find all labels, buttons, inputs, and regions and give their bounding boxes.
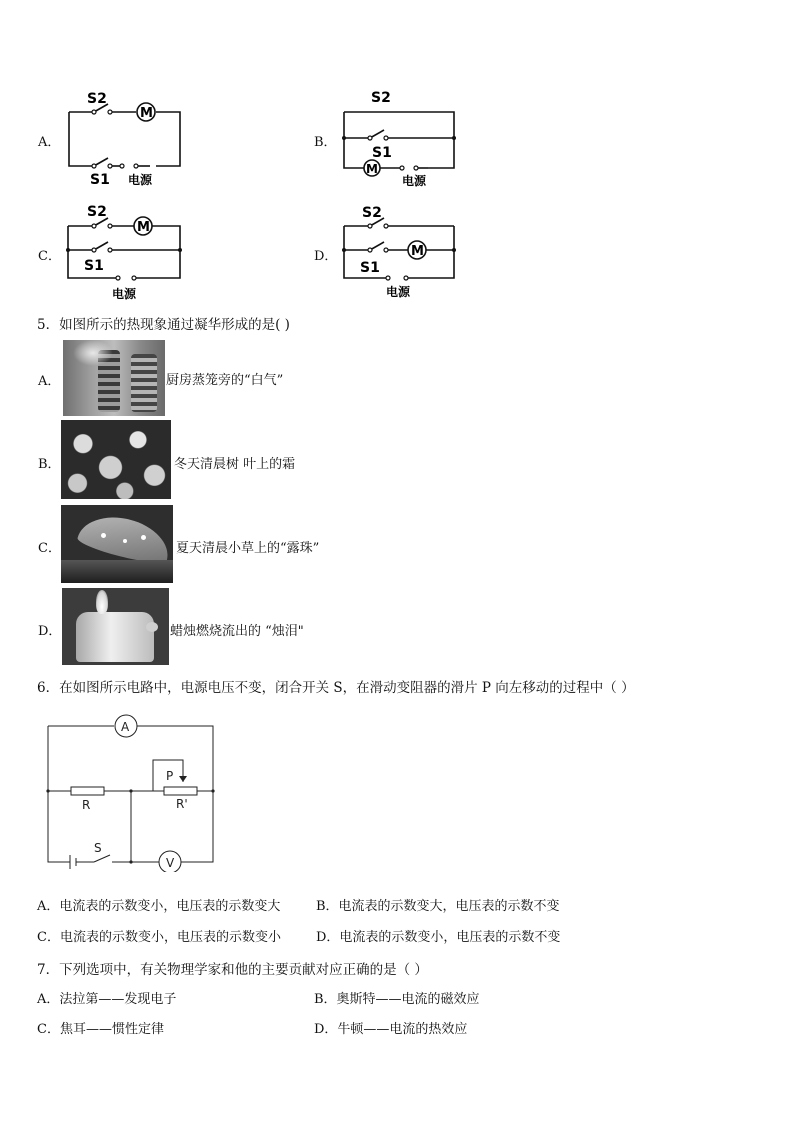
q6-stem: 6．在如图所示电路中，电源电压不变，闭合开关 S，在滑动变阻器的滑片 P 向左移动的过程中（ ） xyxy=(37,680,635,696)
q6-option-c: C．电流表的示数变小，电压表的示数变小 xyxy=(37,930,281,945)
q4-option-c-letter: C． xyxy=(38,249,61,264)
q6-option-b: B．电流表的示数变大，电压表的示数不变 xyxy=(316,899,560,914)
steamer-photo xyxy=(63,340,165,416)
q6-option-a: A．电流表的示数变小，电压表的示数变大 xyxy=(37,899,281,914)
dew-leaf-photo xyxy=(61,505,173,583)
q5-option-a-letter: A． xyxy=(38,374,61,389)
q4-option-d-letter: D． xyxy=(314,249,338,264)
q5-option-c-letter: C． xyxy=(38,541,61,556)
switch-s-label: S xyxy=(94,841,102,855)
switch-s2-label: S2 xyxy=(87,91,107,107)
power-source-label: 电源 xyxy=(128,173,153,187)
q7-option-d: D．牛顿——电流的热效应 xyxy=(314,1022,468,1037)
q5-option-d-caption: 蜡烛燃烧流出的 “烛泪" xyxy=(170,624,304,639)
candle-photo xyxy=(62,588,169,665)
q4-option-a-circuit xyxy=(60,86,200,190)
q5-option-c-caption: 夏天清晨小草上的“露珠” xyxy=(176,541,320,556)
q6-option-d: D．电流表的示数变小，电压表的示数不变 xyxy=(316,930,561,945)
power-source-label: 电源 xyxy=(386,285,411,299)
q4-option-c-circuit xyxy=(60,200,200,304)
q7-option-a: A．法拉第——发现电子 xyxy=(37,992,177,1007)
power-source-label: 电源 xyxy=(112,287,137,301)
q4-option-a-letter: A． xyxy=(38,135,61,150)
q7-stem: 7．下列选项中，有关物理学家和他的主要贡献对应正确的是（ ） xyxy=(37,962,428,978)
rheostat-label: R' xyxy=(176,797,188,811)
motor-label: M xyxy=(137,220,150,235)
q6-circuit-diagram xyxy=(40,712,220,872)
q5-option-b-letter: B． xyxy=(38,457,61,472)
switch-s1-label: S1 xyxy=(360,260,380,276)
q5-stem: 5．如图所示的热现象通过凝华形成的是( ) xyxy=(37,317,290,333)
resistor-r-label: R xyxy=(82,798,91,812)
motor-label: M xyxy=(366,162,378,176)
switch-s1-label: S1 xyxy=(84,258,104,274)
switch-s2-label: S2 xyxy=(87,204,107,220)
motor-label: M xyxy=(411,244,424,259)
switch-s2-label: S2 xyxy=(362,205,382,221)
frost-leaves-photo xyxy=(61,420,171,499)
voltmeter-label: V xyxy=(166,856,175,870)
ammeter-label: A xyxy=(121,720,130,734)
switch-s2-label: S2 xyxy=(371,90,391,106)
power-source-label: 电源 xyxy=(402,174,427,188)
switch-s1-label: S1 xyxy=(372,145,392,161)
q5-option-d-letter: D． xyxy=(38,624,62,639)
q4-option-b-letter: B． xyxy=(314,135,337,150)
q7-option-c: C．焦耳——惯性定律 xyxy=(37,1022,164,1037)
q5-option-a-caption: 厨房蒸笼旁的“白气” xyxy=(166,373,284,388)
q4-option-d-circuit xyxy=(336,200,466,304)
switch-s1-label: S1 xyxy=(90,172,110,188)
q5-option-b-caption: 冬天清晨树 叶上的霜 xyxy=(174,457,296,472)
q4-option-b-circuit xyxy=(336,86,466,190)
motor-label: M xyxy=(140,106,153,121)
slider-p-label: P xyxy=(166,769,174,783)
q7-option-b: B．奥斯特——电流的磁效应 xyxy=(314,992,480,1007)
